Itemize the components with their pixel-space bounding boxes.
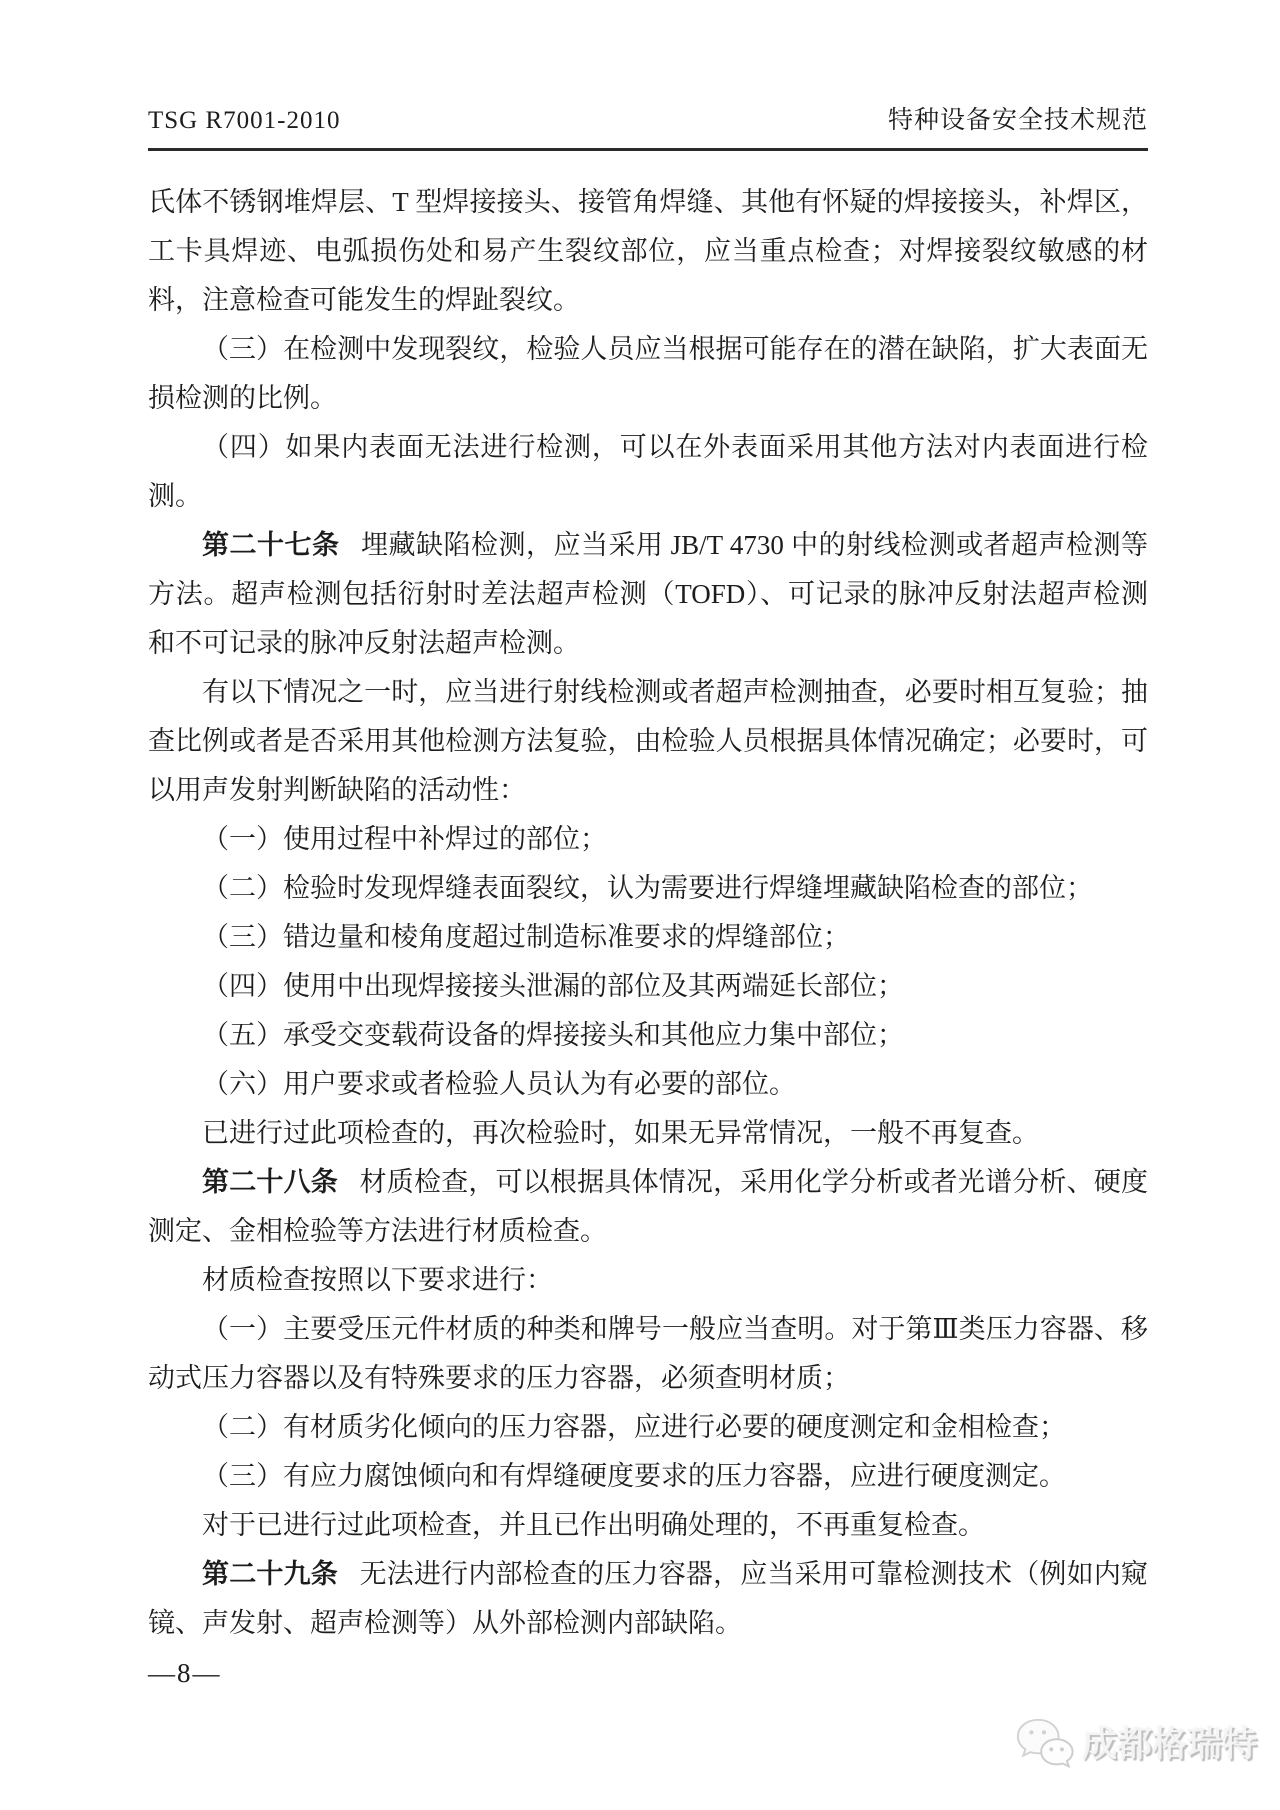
paragraph-text: （一）主要受压元件材质的种类和牌号一般应当查明。对于第Ⅲ类压力容器、移动式压力容器以及有特殊要求的压力容器，必须查明材质； xyxy=(148,1314,1148,1393)
page-number: —8— xyxy=(148,1658,222,1688)
document-page xyxy=(148,106,1148,1648)
paragraph-material-intro xyxy=(148,1256,1148,1305)
paragraph-text: （三）有应力腐蚀倾向和有焊缝硬度要求的压力容器，应进行硬度测定。 xyxy=(202,1461,1066,1491)
watermark xyxy=(1014,1714,1257,1776)
paragraph-condition-5 xyxy=(148,1011,1148,1060)
paragraph-text: 有以下情况之一时，应当进行射线检测或者超声检测抽查，必要时相互复验；抽查比例或者是否采用其他检测方法复验，由检验人员根据具体情况确定；必要时，可以用声发射判断缺陷的活动性： xyxy=(148,677,1148,805)
paragraph-article-28 xyxy=(148,1158,1148,1256)
paragraph-no-repeat-note xyxy=(148,1501,1148,1550)
paragraph-material-2 xyxy=(148,1403,1148,1452)
paragraph-text: （二）检验时发现焊缝表面裂纹，认为需要进行焊缝埋藏缺陷检查的部位； xyxy=(202,873,1093,903)
article-number-28: 第二十八条 xyxy=(202,1167,338,1197)
paragraph-item-3 xyxy=(148,325,1148,423)
paragraph-text: （六）用户要求或者检验人员认为有必要的部位。 xyxy=(202,1069,796,1099)
paragraph-recheck-note xyxy=(148,1109,1148,1158)
paragraph-text: 氏体不锈钢堆焊层、T 型焊接接头、接管角焊缝、其他有怀疑的焊接接头，补焊区，工卡具焊迹、电弧损伤处和易产生裂纹部位，应当重点检查；对焊接裂纹敏感的材料，注意检查可能发生的焊趾裂纹。 xyxy=(148,187,1148,315)
watermark-label: 成都格瑞特 xyxy=(1082,1725,1258,1764)
paragraph-text: （一）使用过程中补焊过的部位； xyxy=(202,824,607,854)
paragraph-condition-1 xyxy=(148,815,1148,864)
paragraph-article-29 xyxy=(148,1550,1148,1648)
paragraph-text: 埋藏缺陷检测，应当采用 JB/T 4730 中的射线检测或者超声检测等方法。超声检测包括衍射时差法超声检测（TOFD）、可记录的脉冲反射法超声检测和不可记录的脉冲反射法超声检测。 xyxy=(148,530,1149,658)
paragraph-article-27 xyxy=(148,521,1148,668)
paragraph-condition-2 xyxy=(148,864,1148,913)
paragraph-condition-3 xyxy=(148,913,1148,962)
paragraph-text: 材质检查按照以下要求进行： xyxy=(202,1265,553,1295)
paragraph-material-1 xyxy=(148,1305,1148,1403)
paragraph-text: （五）承受交变载荷设备的焊接接头和其他应力集中部位； xyxy=(202,1020,904,1050)
paragraph-text: 已进行过此项检查的，再次检验时，如果无异常情况，一般不再复查。 xyxy=(202,1118,1039,1148)
paragraph-text: （四）如果内表面无法进行检测，可以在外表面采用其他方法对内表面进行检测。 xyxy=(148,432,1148,511)
paragraph-text: （三）在检测中发现裂纹，检验人员应当根据可能存在的潜在缺陷，扩大表面无损检测的比例。 xyxy=(148,334,1148,413)
paragraph-item-4 xyxy=(148,423,1148,521)
paragraph-condition-4 xyxy=(148,962,1148,1011)
header-doc-title: 特种设备安全技术规范 xyxy=(887,107,1148,134)
paragraph-condition-6 xyxy=(148,1060,1148,1109)
paragraph-text: 无法进行内部检查的压力容器，应当采用可靠检测技术（例如内窥镜、声发射、超声检测等）从外部检测内部缺陷。 xyxy=(148,1559,1149,1638)
paragraph-text: （三）错边量和棱角度超过制造标准要求的焊缝部位； xyxy=(202,922,850,952)
paragraph-conditions-intro xyxy=(148,668,1148,815)
header-doc-code: TSG R7001-2010 xyxy=(148,107,341,134)
page-header xyxy=(148,106,1148,151)
paragraph-text: （四）使用中出现焊接接头泄漏的部位及其两端延长部位； xyxy=(202,971,904,1001)
paragraph-text: 材质检查，可以根据具体情况，采用化学分析或者光谱分析、硬度测定、金相检验等方法进行材质检查。 xyxy=(148,1167,1149,1246)
paragraph-text: （二）有材质劣化倾向的压力容器，应进行必要的硬度测定和金相检查； xyxy=(202,1412,1066,1442)
paragraph-continuation xyxy=(148,178,1148,325)
paragraph-material-3 xyxy=(148,1452,1148,1501)
paragraph-text: 对于已进行过此项检查，并且已作出明确处理的，不再重复检查。 xyxy=(202,1510,985,1540)
document-body xyxy=(148,178,1148,1648)
article-number-27: 第二十七条 xyxy=(202,530,340,560)
wechat-icon xyxy=(1014,1714,1076,1776)
article-number-29: 第二十九条 xyxy=(202,1559,338,1589)
